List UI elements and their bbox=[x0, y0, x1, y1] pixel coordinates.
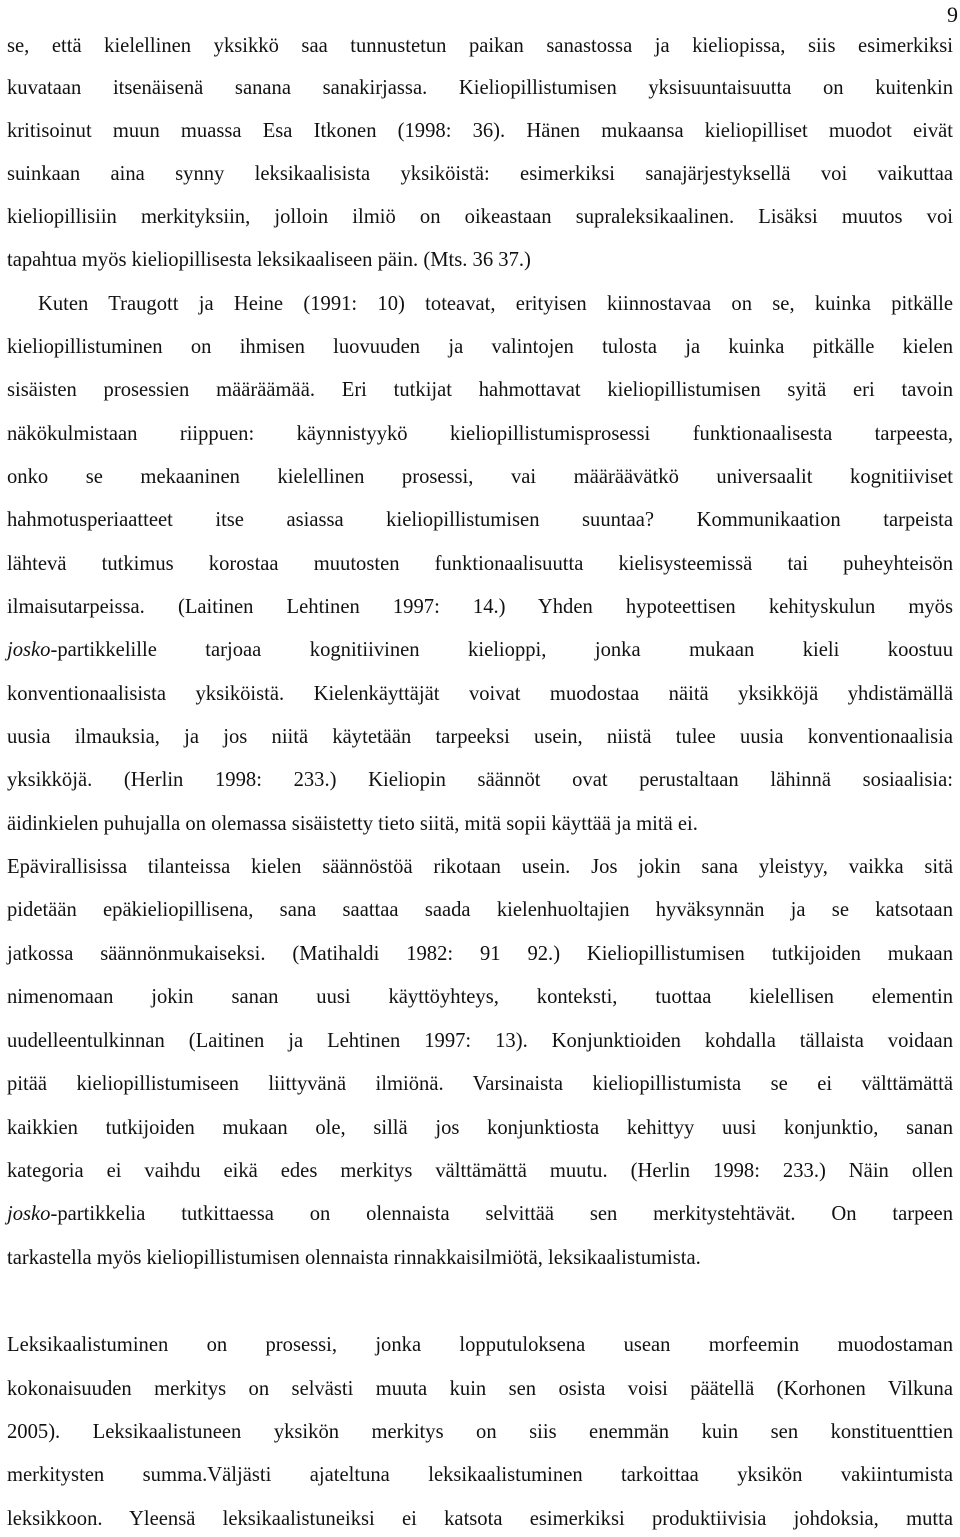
text-line: kaikkien tutkijoiden mukaan ole, sillä jos konjunktiosta kehittyy uusi konjunktio, sanan bbox=[7, 1117, 953, 1139]
text-line: uudelleentulkinnan (Laitinen ja Lehtinen 1997: 13). Konjunktioiden kohdalla tällaista voidaan bbox=[7, 1030, 953, 1052]
text-line: kieliopillisiin merkityksiin, jolloin ilmiö on oikeastaan supraleksikaalinen. Lisäksi muutos voi bbox=[7, 206, 953, 228]
text-span: -partikkelia tutkittaessa on olennaista selvittää sen merkitystehtävät. On tarpeen bbox=[50, 1203, 953, 1225]
text-line: hahmotusperiaatteet itse asiassa kieliopillistumisen suuntaa? Kommunikaation tarpeista bbox=[7, 509, 953, 531]
text-line: 2005). Leksikaalistuneen yksikön merkitys on siis enemmän kuin sen konstituenttien bbox=[7, 1421, 953, 1443]
text-line: uusia ilmauksia, ja jos niitä käytetään tarpeeksi usein, niistä tulee uusia konventionaalisia bbox=[7, 726, 953, 748]
text-line: tarkastella myös kieliopillistumisen olennaista rinnakkaisilmiötä, leksikaalistumista. bbox=[7, 1247, 701, 1269]
text-span: -partikkelille tarjoaa kognitiivinen kielioppi, jonka mukaan kieli koostuu bbox=[50, 639, 953, 661]
text-line-with-italic bbox=[7, 636, 953, 664]
text-line: se, että kielellinen yksikkö saa tunnustetun paikan sanastossa ja kieliopissa, siis esimerkiksi bbox=[7, 35, 953, 57]
text-line: kategoria ei vaihdu eikä edes merkitys välttämättä muutu. (Herlin 1998: 233.) Näin ollen bbox=[7, 1160, 953, 1182]
text-line: sisäisten prosessien määräämää. Eri tutkijat hahmottavat kieliopillistumisen syitä eri tavoin bbox=[7, 379, 953, 401]
text-line: Leksikaalistuminen on prosessi, jonka lopputuloksena usean morfeemin muodostaman bbox=[7, 1334, 953, 1356]
text-line: Kuten Traugott ja Heine (1991: 10) toteavat, erityisen kiinnostavaa on se, kuinka pitkälle bbox=[38, 293, 953, 315]
text-line: merkitysten summa.Väljästi ajateltuna leksikaalistuminen tarkoittaa yksikön vakiintumista bbox=[7, 1464, 953, 1486]
text-line-with-italic bbox=[7, 1200, 953, 1228]
text-line: näkökulmistaan riippuen: käynnistyykö kieliopillistumisprosessi funktionaalisesta tarpeesta, bbox=[7, 423, 953, 445]
text-line: ilmaisutarpeissa. (Laitinen Lehtinen 1997: 14.) Yhden hypoteettisen kehityskulun myös bbox=[7, 596, 953, 618]
text-line: tapahtua myös kieliopillisesta leksikaaliseen päin. (Mts. 36 37.) bbox=[7, 249, 531, 271]
text-line: jatkossa säännönmukaiseksi. (Matihaldi 1982: 91 92.) Kieliopillistumisen tutkijoiden mukaan bbox=[7, 943, 953, 965]
text-line: kuvataan itsenäisenä sanana sanakirjassa. Kieliopillistumisen yksisuuntaisuutta on kuitenkin bbox=[7, 77, 953, 99]
text-line: konventionaalisista yksiköistä. Kielenkäyttäjät voivat muodostaa näitä yksikköjä yhdistämällä bbox=[7, 683, 953, 705]
text-line: suinkaan aina synny leksikaalisista yksiköistä: esimerkiksi sanajärjestyksellä voi vaikuttaa bbox=[7, 163, 953, 185]
text-line: äidinkielen puhujalla on olemassa sisäistetty tieto siitä, mitä sopii käyttää ja mitä ei. bbox=[7, 813, 698, 835]
text-line: kokonaisuuden merkitys on selvästi muuta kuin sen osista voisi päätellä (Korhonen Vilkuna bbox=[7, 1378, 953, 1400]
italic-term: josko bbox=[7, 1203, 51, 1225]
italic-term: josko bbox=[7, 639, 51, 661]
text-line: onko se mekaaninen kielellinen prosessi, vai määräävätkö universaalit kognitiiviset bbox=[7, 466, 953, 488]
text-line: leksikkoon. Yleensä leksikaalistuneiksi ei katsota esimerkiksi produktiivisia johdoksia, mutta bbox=[7, 1508, 953, 1530]
text-line: yksikköjä. (Herlin 1998: 233.) Kieliopin säännöt ovat perustaltaan lähinnä sosiaalisia: bbox=[7, 769, 953, 791]
text-line: Epävirallisissa tilanteissa kielen säännöstöä rikotaan usein. Jos jokin sana yleistyy, vaikka sitä bbox=[7, 856, 953, 878]
text-line: kritisoinut muun muassa Esa Itkonen (1998: 36). Hänen mukaansa kieliopilliset muodot eivät bbox=[7, 120, 953, 142]
text-line: pitää kieliopillistumiseen liittyvänä ilmiönä. Varsinaista kieliopillistumista se ei välttämättä bbox=[7, 1073, 953, 1095]
text-line: kieliopillistuminen on ihmisen luovuuden ja valintojen tulosta ja kuinka pitkälle kielen bbox=[7, 336, 953, 358]
text-line: nimenomaan jokin sanan uusi käyttöyhteys, konteksti, tuottaa kielellisen elementin bbox=[7, 986, 953, 1008]
text-line: pidetään epäkieliopillisena, sana saattaa saada kielenhuoltajien hyväksynnän ja se katsotaan bbox=[7, 899, 953, 921]
page-number: 9 bbox=[947, 2, 958, 27]
text-line: lähtevä tutkimus korostaa muutosten funktionaalisuutta kielisysteemissä tai puheyhteisön bbox=[7, 553, 953, 575]
